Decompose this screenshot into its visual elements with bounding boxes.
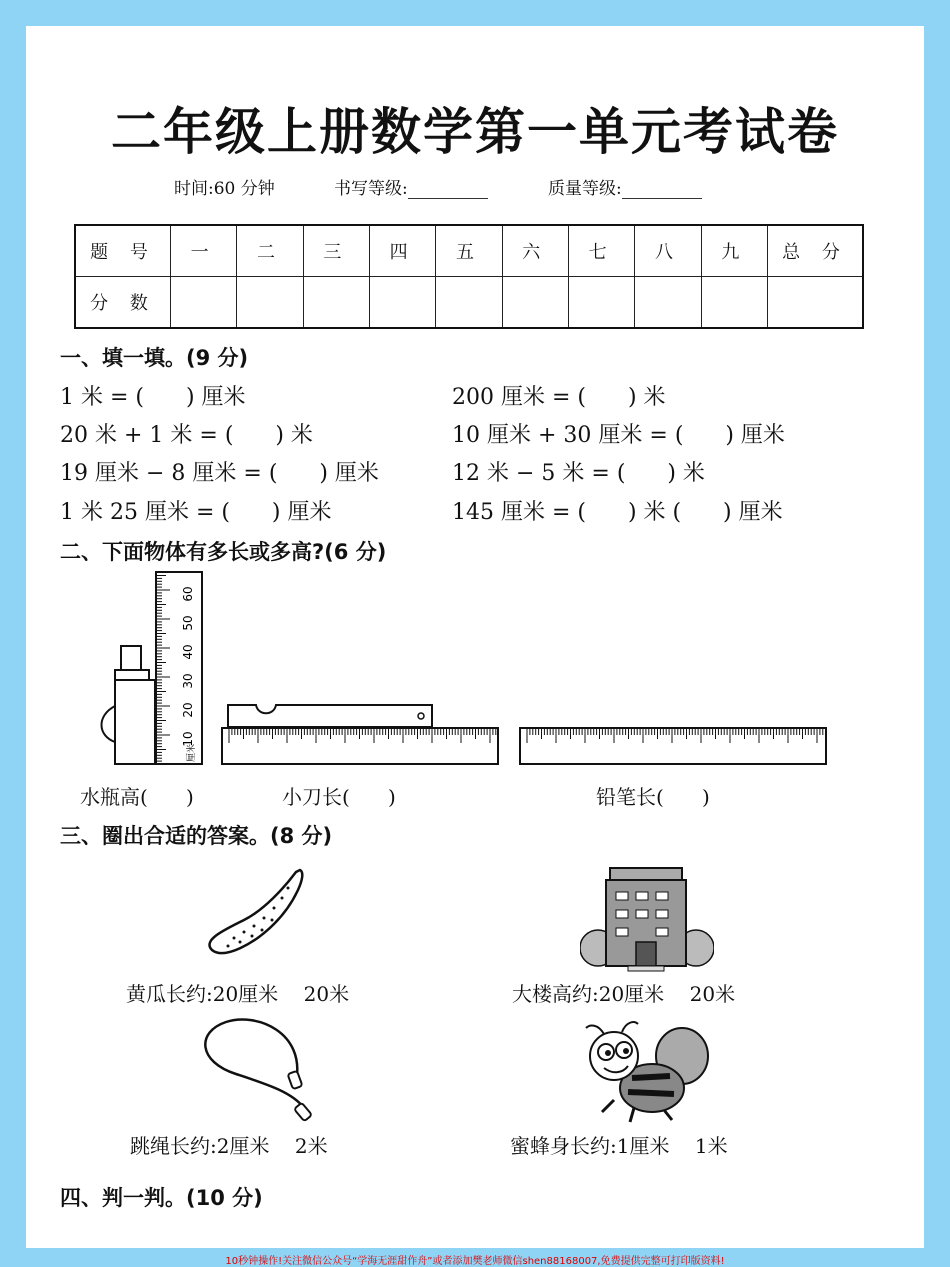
score-cell[interactable] [237, 277, 303, 329]
score-cell[interactable] [436, 277, 502, 329]
table-cell: 一 [171, 225, 237, 277]
fill-question[interactable]: 1 米 25 厘米 = ( ) 厘米 [60, 500, 332, 525]
ruler-tick-label: 30 [181, 673, 195, 689]
ruler-unit-label: 厘米 [187, 743, 197, 762]
cucumber-question[interactable]: 黄瓜长约:20厘米 20米 [126, 982, 350, 1006]
exam-title: 二年级上册数学第一单元考试卷 [111, 103, 839, 161]
table-cell: 八 [635, 225, 701, 277]
table-cell: 七 [568, 225, 634, 277]
score-cell[interactable] [568, 277, 634, 329]
table-cell: 四 [369, 225, 435, 277]
score-table-score-row [75, 277, 863, 329]
jump-rope-question[interactable]: 跳绳长约:2厘米 2米 [130, 1134, 328, 1158]
ruler-tick-label: 60 [181, 586, 195, 602]
fill-question[interactable]: 145 厘米 = ( ) 米 ( ) 厘米 [452, 500, 783, 525]
writing-grade-blank[interactable] [408, 198, 488, 199]
building-icon [580, 860, 714, 972]
quality-grade-blank[interactable] [622, 198, 702, 199]
ruler-tick-label: 10 [181, 731, 195, 747]
table-cell: 九 [701, 225, 767, 277]
bee-icon [574, 1016, 714, 1126]
exam-page [26, 26, 924, 1248]
footer-note: 10秒钟操作!关注微信公众号“学海无涯甜作舟”或者添加樊老师微信shen88168007,免费提供完整可打印版资料! [225, 1256, 725, 1267]
section3-heading: 三、圈出合适的答案。(8 分) [60, 824, 333, 848]
table-cell: 二 [237, 225, 303, 277]
water-bottle-icon [101, 646, 155, 764]
section1-heading: 一、填一填。(9 分) [60, 346, 249, 370]
ruler-tick-label: 20 [181, 702, 195, 718]
fill-question[interactable]: 20 米 + 1 米 = ( ) 米 [60, 423, 313, 448]
fill-question[interactable]: 200 厘米 = ( ) 米 [452, 385, 666, 410]
ruler-tick-label: 50 [181, 615, 195, 631]
section2-heading: 二、下面物体有多长或多高?(6 分) [60, 540, 387, 564]
pencil-caption[interactable]: 铅笔长( ) [596, 785, 710, 809]
fill-question[interactable]: 1 米 = ( ) 厘米 [60, 385, 246, 410]
score-table [74, 224, 864, 329]
vertical-ruler [156, 572, 202, 764]
writing-grade [334, 174, 488, 199]
score-cell[interactable] [502, 277, 568, 329]
table-cell: 分 数 [75, 277, 171, 329]
section4-heading: 四、判一判。(10 分) [60, 1186, 263, 1210]
measurement-figure [26, 566, 924, 776]
table-cell: 五 [436, 225, 502, 277]
bee-question[interactable]: 蜜蜂身长约:1厘米 1米 [510, 1134, 728, 1158]
fill-question[interactable]: 12 米 − 5 米 = ( ) 米 [452, 461, 705, 486]
table-cell: 三 [303, 225, 369, 277]
knife-caption[interactable]: 小刀长( ) [282, 785, 396, 809]
horizontal-ruler-2 [520, 728, 826, 776]
score-cell[interactable] [171, 277, 237, 329]
score-cell[interactable] [768, 277, 864, 329]
writing-grade-label: 书写等级: [334, 179, 408, 199]
fill-question[interactable]: 10 厘米 + 30 厘米 = ( ) 厘米 [452, 423, 785, 448]
fill-question[interactable]: 19 厘米 − 8 厘米 = ( ) 厘米 [60, 461, 379, 486]
score-cell[interactable] [701, 277, 767, 329]
score-cell[interactable] [303, 277, 369, 329]
jump-rope-icon [196, 1012, 316, 1124]
score-table-header-row [75, 225, 863, 277]
score-cell[interactable] [369, 277, 435, 329]
horizontal-ruler-1 [222, 728, 498, 776]
bottle-caption[interactable]: 水瓶高( ) [80, 785, 194, 809]
quality-grade [548, 174, 702, 199]
table-cell: 六 [502, 225, 568, 277]
table-cell: 题 号 [75, 225, 171, 277]
building-question[interactable]: 大楼高约:20厘米 20米 [512, 982, 736, 1006]
quality-grade-label: 质量等级: [548, 179, 622, 199]
cucumber-icon [204, 864, 314, 964]
table-cell: 总 分 [768, 225, 864, 277]
knife-icon [228, 705, 432, 727]
time-limit: 时间:60 分钟 [174, 179, 275, 199]
score-cell[interactable] [635, 277, 701, 329]
ruler-tick-label: 40 [181, 644, 195, 660]
